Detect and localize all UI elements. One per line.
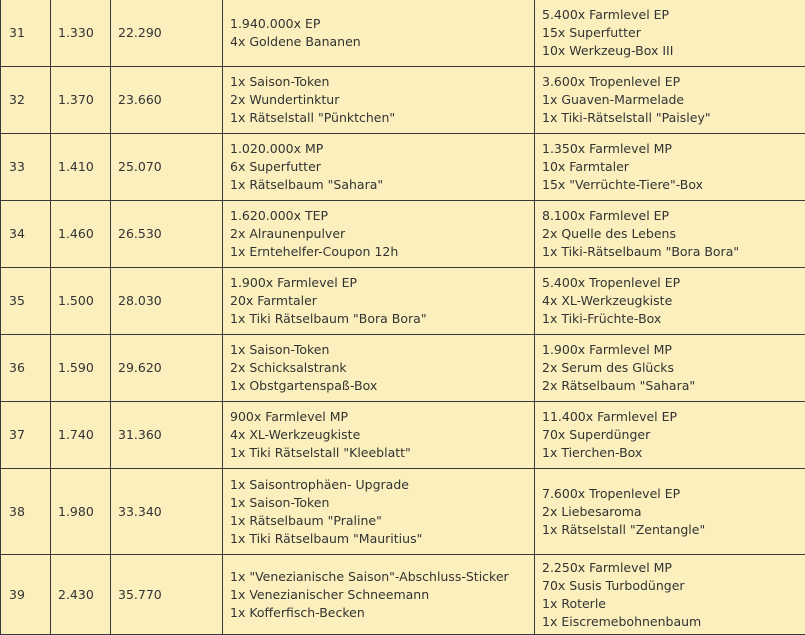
table-row: [1, 469, 805, 555]
reward-line: 15x "Verrüchte-Tiere"-Box: [542, 176, 798, 194]
reward-line: 6x Superfutter: [230, 158, 527, 176]
level-cell: 37: [1, 402, 51, 469]
table-row: [1, 555, 805, 635]
total-cell: 33.340: [111, 469, 223, 555]
total-cell: 35.770: [111, 555, 223, 635]
reward-line: 2x Schicksalstrank: [230, 359, 527, 377]
reward-line: 2x Alraunenpulver: [230, 225, 527, 243]
reward-line: 1.900x Farmlevel MP: [542, 341, 798, 359]
total-cell: 23.660: [111, 67, 223, 134]
reward-line: 8.100x Farmlevel EP: [542, 207, 798, 225]
reward-line: 1x Venezianischer Schneemann: [230, 586, 527, 604]
reward-line: 1x Saison-Token: [230, 73, 527, 91]
reward-cell-b: [535, 201, 805, 268]
reward-cell-b: [535, 268, 805, 335]
reward-cell-a: [223, 134, 535, 201]
reward-line: 1x Tiki Rätselbaum "Mauritius": [230, 530, 527, 548]
table-body: [1, 0, 805, 635]
reward-cell-a: [223, 201, 535, 268]
level-cell: 38: [1, 469, 51, 555]
reward-line: 70x Superdünger: [542, 426, 798, 444]
points-cell: 1.590: [51, 335, 111, 402]
reward-line: 1x Tiki Rätselstall "Kleeblatt": [230, 444, 527, 462]
reward-cell-b: [535, 335, 805, 402]
reward-line: 1x Kofferfisch-Becken: [230, 604, 527, 622]
reward-line: 2.250x Farmlevel MP: [542, 559, 798, 577]
level-cell: 35: [1, 268, 51, 335]
reward-line: 4x XL-Werkzeugkiste: [542, 292, 798, 310]
reward-line: 10x Farmtaler: [542, 158, 798, 176]
points-cell: 1.330: [51, 0, 111, 67]
total-cell: 28.030: [111, 268, 223, 335]
total-cell: 22.290: [111, 0, 223, 67]
points-cell: 1.500: [51, 268, 111, 335]
reward-cell-a: [223, 67, 535, 134]
reward-line: 2x Serum des Glücks: [542, 359, 798, 377]
total-cell: 26.530: [111, 201, 223, 268]
reward-line: 5.400x Farmlevel EP: [542, 6, 798, 24]
reward-line: 2x Rätselbaum "Sahara": [542, 377, 798, 395]
reward-cell-b: [535, 555, 805, 635]
reward-line: 1.620.000x TEP: [230, 207, 527, 225]
table-row: [1, 67, 805, 134]
reward-line: 7.600x Tropenlevel EP: [542, 485, 798, 503]
reward-cell-a: [223, 335, 535, 402]
table-row: [1, 268, 805, 335]
reward-cell-b: [535, 469, 805, 555]
reward-line: 5.400x Tropenlevel EP: [542, 274, 798, 292]
reward-line: 1x Rätselstall "Pünktchen": [230, 109, 527, 127]
reward-line: 20x Farmtaler: [230, 292, 527, 310]
reward-line: 1x Roterle: [542, 595, 798, 613]
reward-cell-b: [535, 402, 805, 469]
reward-line: 70x Susis Turbodünger: [542, 577, 798, 595]
reward-line: 3.600x Tropenlevel EP: [542, 73, 798, 91]
reward-cell-a: [223, 555, 535, 635]
table-row: [1, 201, 805, 268]
level-cell: 31: [1, 0, 51, 67]
level-cell: 33: [1, 134, 51, 201]
level-cell: 34: [1, 201, 51, 268]
level-cell: 36: [1, 335, 51, 402]
points-cell: 1.740: [51, 402, 111, 469]
reward-line: 1.900x Farmlevel EP: [230, 274, 527, 292]
reward-line: 2x Liebesaroma: [542, 503, 798, 521]
reward-line: 1x Erntehelfer-Coupon 12h: [230, 243, 527, 261]
reward-line: 1x Eiscremebohnenbaum: [542, 613, 798, 631]
reward-cell-b: [535, 134, 805, 201]
points-cell: 1.370: [51, 67, 111, 134]
total-cell: 31.360: [111, 402, 223, 469]
reward-line: 1x Guaven-Marmelade: [542, 91, 798, 109]
total-cell: 29.620: [111, 335, 223, 402]
reward-line: 1x Saison-Token: [230, 494, 527, 512]
reward-line: 15x Superfutter: [542, 24, 798, 42]
reward-line: 1x Rätselbaum "Praline": [230, 512, 527, 530]
reward-line: 1x Tiki-Rätselbaum "Bora Bora": [542, 243, 798, 261]
reward-cell-a: [223, 469, 535, 555]
reward-cell-a: [223, 268, 535, 335]
reward-line: 1x Tiki-Früchte-Box: [542, 310, 798, 328]
reward-cell-a: [223, 402, 535, 469]
reward-line: 1x "Venezianische Saison"-Abschluss-Sticker: [230, 568, 527, 586]
points-cell: 1.410: [51, 134, 111, 201]
table-row: [1, 134, 805, 201]
reward-line: 1.020.000x MP: [230, 140, 527, 158]
reward-line: 1x Tierchen-Box: [542, 444, 798, 462]
reward-line: 4x Goldene Bananen: [230, 33, 527, 51]
reward-line: 1x Tiki Rätselbaum "Bora Bora": [230, 310, 527, 328]
reward-line: 10x Werkzeug-Box III: [542, 42, 798, 60]
points-cell: 2.430: [51, 555, 111, 635]
points-cell: 1.460: [51, 201, 111, 268]
reward-cell-b: [535, 0, 805, 67]
reward-line: 2x Quelle des Lebens: [542, 225, 798, 243]
reward-line: 1.350x Farmlevel MP: [542, 140, 798, 158]
reward-line: 1x Tiki-Rätselstall "Paisley": [542, 109, 798, 127]
reward-line: 1.940.000x EP: [230, 15, 527, 33]
reward-line: 4x XL-Werkzeugkiste: [230, 426, 527, 444]
reward-line: 1x Saison-Token: [230, 341, 527, 359]
reward-line: 11.400x Farmlevel EP: [542, 408, 798, 426]
table-row: [1, 402, 805, 469]
reward-cell-a: [223, 0, 535, 67]
reward-line: 1x Saisontrophäen- Upgrade: [230, 476, 527, 494]
reward-line: 2x Wundertinktur: [230, 91, 527, 109]
reward-line: 1x Rätselstall "Zentangle": [542, 521, 798, 539]
reward-line: 1x Rätselbaum "Sahara": [230, 176, 527, 194]
level-cell: 39: [1, 555, 51, 635]
total-cell: 25.070: [111, 134, 223, 201]
reward-cell-b: [535, 67, 805, 134]
table-row: [1, 335, 805, 402]
table-row: [1, 0, 805, 67]
points-cell: 1.980: [51, 469, 111, 555]
reward-line: 1x Obstgartenspaß-Box: [230, 377, 527, 395]
level-cell: 32: [1, 67, 51, 134]
reward-line: 900x Farmlevel MP: [230, 408, 527, 426]
